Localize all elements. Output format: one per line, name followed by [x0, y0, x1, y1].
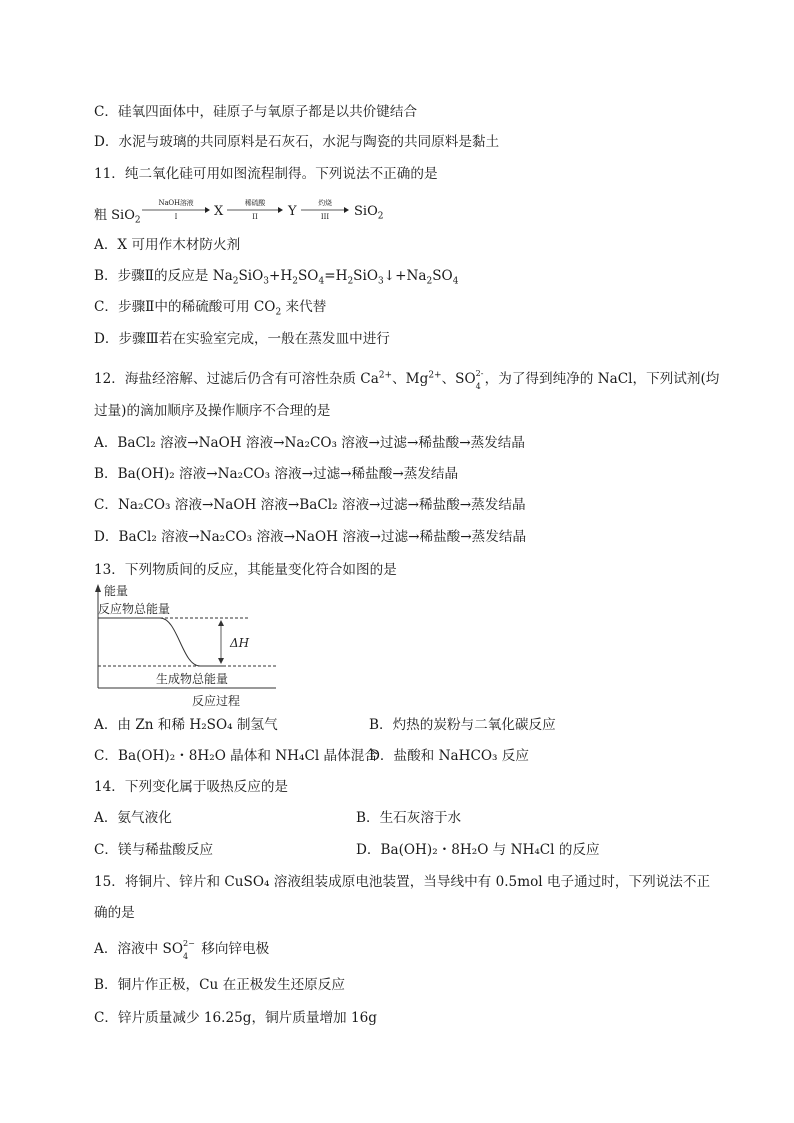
delta-h-label: ΔH	[230, 636, 250, 650]
formula-part: 2	[426, 276, 433, 287]
reactants-energy-label: 反应物总能量	[98, 602, 171, 616]
q12-stem-line1: 12．海盐经溶解、过滤后仍含有可溶性杂质 $Ca^{2+}$、$Mg^{2+}$、SO 2- 4 ，为了得到纯净的 NaCl，下列试剂(均	[94, 369, 720, 391]
q11-flow-diagram	[94, 199, 394, 226]
q13-option-d: D．盐酸和 NaHCO₃ 反应	[369, 748, 529, 764]
formula-part: SO	[297, 268, 319, 284]
energy-y-label: 能量	[104, 584, 129, 598]
q14-stem: 14．下列变化属于吸热反应的是	[94, 779, 289, 795]
flow-end: SiO$_2$	[354, 204, 384, 222]
flow-x: X	[214, 204, 224, 219]
q11-option-d: D．步骤Ⅲ若在实验室完成，一般在蒸发皿中进行	[94, 331, 390, 347]
q12-option-c: C．Na₂CO₃ 溶液→NaOH 溶液→BaCl₂ 溶液→过滤→稀盐酸→蒸发结晶	[94, 497, 526, 513]
q12-stem-line2: 过量)的滴加顺序及操作顺序不合理的是	[94, 403, 331, 419]
formula-part: 2	[292, 276, 298, 287]
q10-option-d: D．水泥与玻璃的共同原料是石灰石，水泥与陶瓷的共同原料是黏土	[94, 134, 500, 150]
q11-stem: 11．纯二氧化硅可用如图流程制得。下列说法不正确的是	[94, 166, 438, 182]
flow-step1-num: I	[174, 213, 178, 221]
q13-option-b: B．灼热的炭粉与二氧化碳反应	[369, 717, 556, 733]
formula-part: +H	[269, 268, 293, 284]
formula-part: 2	[347, 276, 354, 287]
formula-part: ↓+Na	[383, 268, 427, 284]
flow-arrow-step1	[142, 199, 210, 221]
q14-option-b: B．生石灰溶于水	[356, 810, 462, 826]
flow-step3-num: III	[320, 213, 330, 221]
formula-part: 3	[377, 276, 384, 287]
formula-part: 4	[318, 276, 325, 287]
q14-option-c: C．镁与稀盐酸反应	[94, 842, 214, 858]
formula-part: SO	[432, 268, 453, 284]
q15-option-c: C．锌片质量减少 16.25g，铜片质量增加 16g	[94, 1010, 377, 1026]
q15-option-a: A．溶液中 SO 2− 4 移向锌电极	[94, 939, 270, 961]
q12-option-a: A．BaCl₂ 溶液→NaOH 溶液→Na₂CO₃ 溶液→过滤→稀盐酸→蒸发结晶	[94, 435, 525, 451]
flow-y: Y	[288, 204, 297, 219]
formula-part: SiO	[353, 268, 378, 284]
formula-part: =H	[324, 268, 348, 284]
q12-option-b: B．Ba(OH)₂ 溶液→Na₂CO₃ 溶液→过滤→稀盐酸→蒸发结晶	[94, 466, 459, 482]
flow-arrow-step3	[301, 199, 349, 221]
q13-stem: 13．下列物质间的反应，其能量变化符合如图的是	[94, 562, 397, 578]
q12-option-d: D．BaCl₂ 溶液→Na₂CO₃ 溶液→NaOH 溶液→过滤→稀盐酸→蒸发结晶	[94, 529, 527, 545]
products-energy-label: 生成物总能量	[156, 672, 229, 686]
q13-option-c: C．Ba(OH)₂・8H₂O 晶体和 NH₄Cl 晶体混合	[94, 748, 378, 764]
q14-option-a: A．氨气液化	[94, 810, 172, 826]
flow-arrow-step2	[227, 199, 283, 221]
formula-part: 2	[232, 276, 239, 287]
q11-option-a: A．X 可用作木材防火剂	[94, 237, 241, 253]
q14-option-d: D．Ba(OH)₂・8H₂O 与 NH₄Cl 的反应	[356, 842, 600, 858]
q15-stem-line1: 15．将铜片、锌片和 CuSO₄ 溶液组装成原电池装置，当导线中有 0.5mol 电子通过时，下列说法不正	[94, 874, 711, 890]
flow-step1-reagent: NaOH溶液	[158, 199, 194, 207]
q15-stem-line2: 确的是	[94, 905, 135, 921]
q11-option-b: B．步骤Ⅱ的反应是 $Na_2SiO_3+H_2SO_4=H_2SiO_3↓+Na_2SO_4$	[94, 268, 459, 287]
q11-option-c: C．步骤Ⅱ中的稀硫酸可用 $CO_2$ 来代替	[94, 299, 327, 318]
q13-option-a: A．由 Zn 和稀 H₂SO₄ 制氢气	[94, 717, 278, 733]
flow-step3-reagent: 灼烧	[318, 199, 332, 207]
formula-part: SiO	[238, 268, 264, 284]
reaction-process-label: 反应过程	[192, 694, 241, 708]
flow-step2-num: II	[252, 213, 258, 221]
flow-start: 粗 SiO$_2$	[94, 208, 141, 226]
q10-option-c: C．硅氧四面体中，硅原子与氧原子都是以共价键结合	[94, 104, 418, 120]
flow-step2-reagent: 稀硫酸	[244, 199, 266, 207]
energy-diagram	[90, 582, 280, 710]
formula-part: 4	[452, 276, 459, 287]
q15-option-b: B．铜片作正极，Cu 在正极发生还原反应	[94, 977, 345, 993]
formula-part: 3	[263, 276, 269, 287]
